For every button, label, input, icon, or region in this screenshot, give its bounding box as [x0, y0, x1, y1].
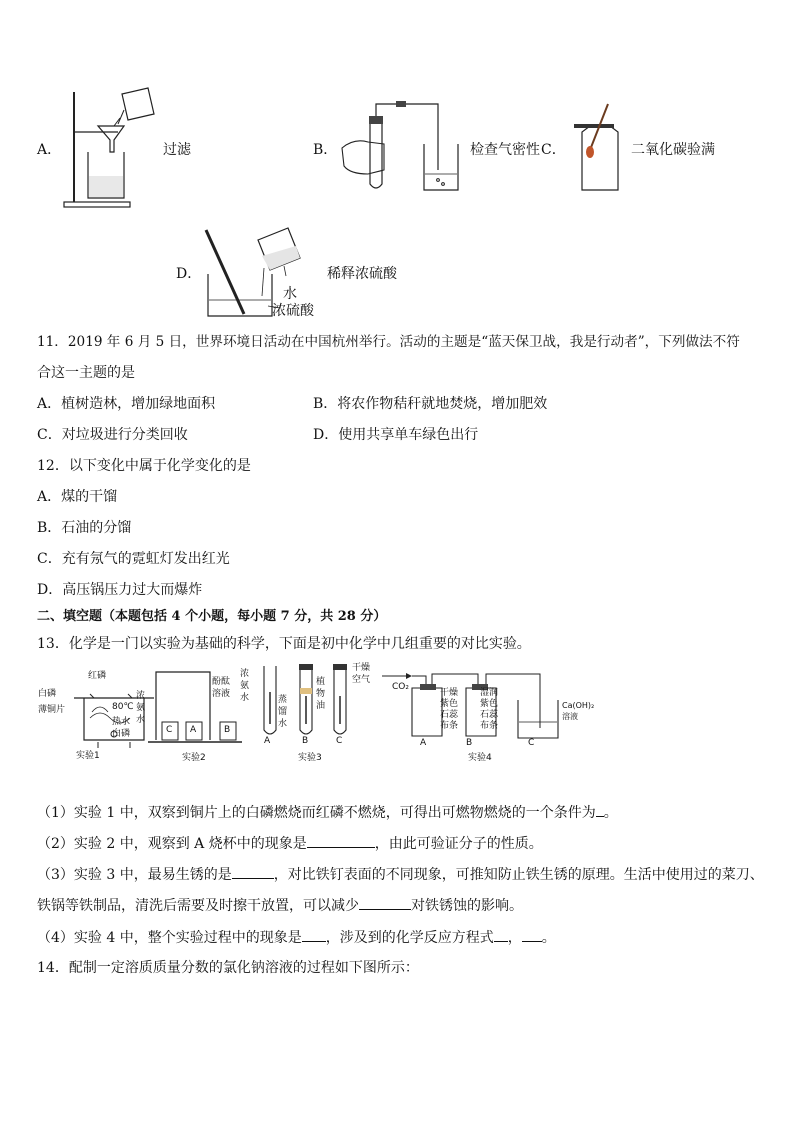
exp2-ammonia-right: 浓氨水	[240, 669, 250, 703]
co2-full-check-figure	[572, 102, 626, 194]
q13-sub4-mid: ，涉及到的化学反应方程式	[325, 930, 494, 946]
exp4-caption: 实验4	[468, 753, 492, 763]
exp3-distilled-water: 蒸馏水	[278, 695, 288, 729]
label-concentrated-acid: 浓硫酸	[272, 303, 314, 319]
exp4-co2: CO₂	[392, 682, 409, 692]
q13-sub4-blank-3[interactable]	[522, 927, 542, 942]
filtration-apparatus-figure	[62, 88, 162, 210]
q13-sub4-sep: ，	[507, 930, 522, 946]
exp2-ammonia-left: 浓氨水	[136, 691, 146, 725]
airtightness-check-figure	[340, 100, 470, 195]
q13-sub3-line2-end: 对铁锈蚀的影响。	[411, 898, 523, 914]
q11-stem-line1: 11．2019 年 6 月 5 日，世界环境日活动在中国杭州举行。活动的主题是“蓝天保卫战，我是行动者”，下列做法不符	[37, 334, 740, 350]
label-water: 水	[283, 286, 297, 302]
option-c-letter: C．	[541, 142, 566, 158]
q13-sub1-text: （1）实验 1 中，双察到铜片上的白磷燃烧而红磷不燃烧，可得出可燃物燃烧的一个条件为	[37, 805, 596, 821]
q12-stem: 12．以下变化中属于化学变化的是	[37, 458, 251, 474]
exp2-beaker-a: A	[190, 725, 197, 735]
q11-option-d: D．使用共享单车绿色出行	[313, 427, 479, 443]
exp1-caption: 实验1	[76, 751, 100, 761]
q11-option-c: C．对垃圾进行分类回收	[37, 427, 188, 443]
q13-sub1	[37, 802, 618, 823]
q12-option-c: C．充有氖气的霓虹灯发出红光	[37, 551, 230, 567]
exp3-dry-air: 干燥空气	[352, 663, 371, 685]
q11-option-a: A．植树造林，增加绿地面积	[37, 396, 216, 412]
exp1-white-phosphorus: 白磷	[38, 689, 57, 699]
q13-sub4-text: （4）实验 4 中，整个实验过程中的现象是	[37, 930, 302, 946]
exp4-wet-strip: 湿润紫色石蕊布条	[480, 688, 499, 731]
q12-option-d: D．高压锅压力过大而爆炸	[37, 582, 203, 598]
exp2-beaker-c: C	[166, 725, 173, 735]
q13-sub3-line1	[37, 864, 764, 885]
exp3-tube-c: C	[336, 736, 343, 746]
q13-sub3-line2	[37, 895, 523, 916]
q12-option-a: A．煤的干馏	[37, 489, 118, 505]
q11-option-b: B．将农作物秸秆就地焚烧，增加肥效	[313, 396, 548, 412]
q13-sub3-blank-2[interactable]	[359, 895, 411, 910]
q13-experiments-figure	[36, 660, 596, 765]
option-b-caption: 检查气密性	[470, 142, 540, 158]
exp3-tube-b: B	[302, 736, 309, 746]
exp1-white-phosphorus-2: 白磷	[112, 729, 131, 739]
option-a-caption: 过滤	[163, 142, 191, 158]
option-b-letter: B．	[313, 142, 338, 158]
q13-stem: 13．化学是一门以实验为基础的科学，下面是初中化学中几组重要的对比实验。	[37, 636, 531, 652]
q13-sub1-blank[interactable]	[596, 802, 604, 817]
experiment-4-diagram	[382, 672, 562, 742]
exp1-copper-sheet: 薄铜片	[38, 705, 66, 715]
exp1-hot-water: 热水	[112, 717, 131, 727]
exp4-beaker-c: C	[528, 738, 535, 748]
exp4-dry-strip: 干燥紫色石蕊布条	[440, 688, 459, 731]
exp1-red-phosphorus: 红磷	[88, 671, 107, 681]
experiment-3-diagram	[260, 662, 356, 740]
exp4-limewater: Ca(OH)₂溶液	[562, 701, 595, 721]
option-c-caption: 二氧化碳验满	[631, 142, 715, 158]
q13-sub2-end: ，由此可验证分子的性质。	[374, 836, 543, 852]
q11-stem-line2: 合这一主题的是	[37, 365, 135, 381]
exp4-bottle-b: B	[466, 738, 473, 748]
q13-sub4	[37, 927, 556, 948]
exp3-vegetable-oil: 植物油	[316, 677, 326, 711]
q13-sub3-mid: ，对比铁钉表面的不同现象，可推知防止铁生锈的原理。生活中使用过的菜刀、	[273, 867, 764, 883]
exp4-bottle-a: A	[420, 738, 427, 748]
q13-sub2-blank[interactable]	[307, 833, 375, 848]
q14-stem: 14．配制一定溶质质量分数的氯化钠溶液的过程如下图所示：	[37, 960, 419, 976]
q13-sub3-text: （3）实验 3 中，最易生锈的是	[37, 867, 232, 883]
q12-option-b: B．石油的分馏	[37, 520, 132, 536]
q13-sub3-line2-text: 铁锅等铁制品，清洗后需要及时擦干放置，可以减少	[37, 898, 359, 914]
q13-sub1-end: 。	[603, 805, 618, 821]
exp3-caption: 实验3	[298, 753, 322, 763]
q13-sub4-blank-1[interactable]	[302, 927, 326, 942]
q13-sub3-blank-1[interactable]	[232, 864, 274, 879]
exp2-beaker-b: B	[224, 725, 231, 735]
exp3-tube-a: A	[264, 736, 271, 746]
q13-sub2-text: （2）实验 2 中，观察到 A 烧杯中的现象是	[37, 836, 307, 852]
exp2-caption: 实验2	[182, 753, 206, 763]
option-d-letter: D．	[176, 266, 202, 282]
q13-sub4-blank-2[interactable]	[494, 927, 508, 942]
section-2-title: 二、填空题（本题包括 4 个小题，每小题 7 分，共 28 分）	[37, 609, 387, 624]
option-d-caption: 稀释浓硫酸	[327, 266, 397, 282]
option-a-letter: A．	[37, 142, 62, 158]
q13-sub4-end: 。	[541, 930, 556, 946]
exp1-temperature: 80℃	[112, 702, 134, 712]
q13-sub2	[37, 833, 543, 854]
exp2-phenolphthalein: 酚酞溶液	[212, 677, 231, 699]
